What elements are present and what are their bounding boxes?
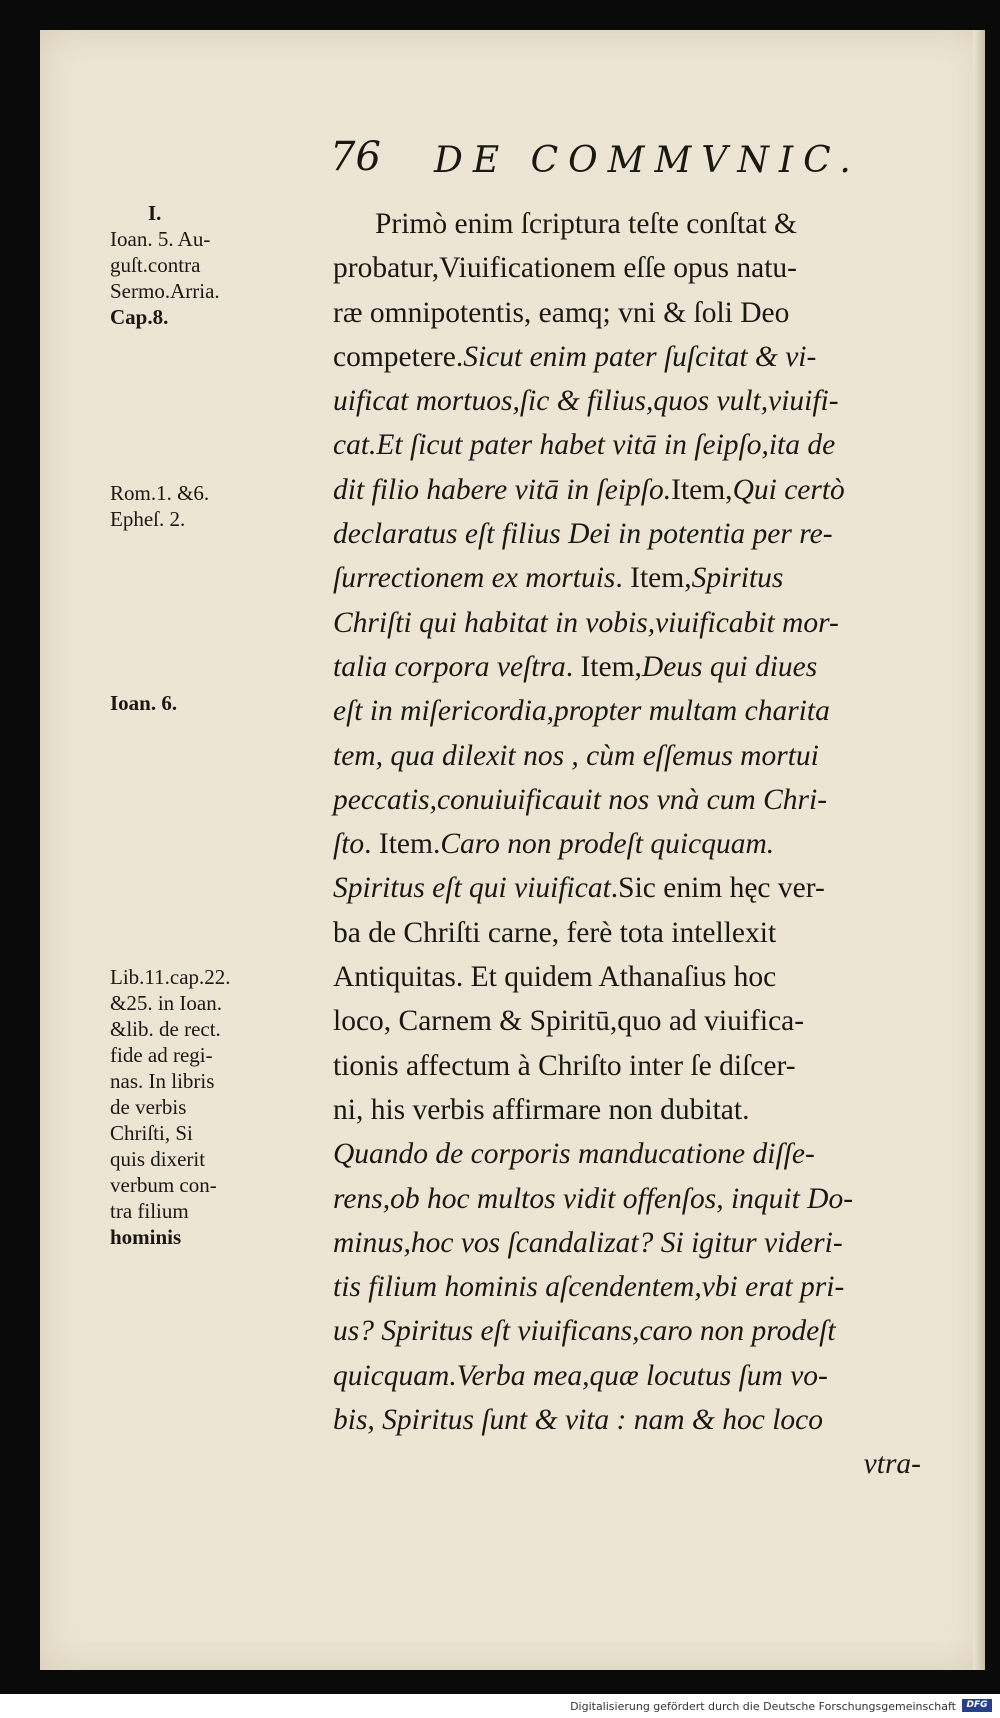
body-text — [333, 202, 993, 1487]
margin-note-line: guſt.contra — [110, 253, 201, 277]
text-line — [333, 1309, 993, 1353]
catchword: vtra- — [863, 1448, 921, 1481]
margin-note-line: &25. in Ioan. — [110, 991, 222, 1015]
text-line — [333, 1354, 993, 1398]
text-line — [333, 202, 993, 246]
text-segment: tionis affectum à Chriſto inter ſe diſcer- — [333, 1049, 796, 1082]
italic-text-segment: Deus qui diues — [641, 650, 818, 683]
text-line — [333, 246, 993, 290]
margin-note-number: I. — [148, 201, 162, 225]
text-line — [333, 1177, 993, 1221]
margin-note-line: quis dixerit — [110, 1147, 206, 1171]
margin-note-line: hominis — [110, 1225, 182, 1249]
italic-text-segment: us? Spiritus eſt viuificans,caro non prodeſt — [333, 1315, 836, 1348]
text-line — [333, 866, 993, 910]
italic-text-segment: Sicut enim pater ſuſcitat & vi- — [463, 340, 817, 373]
text-line — [333, 689, 993, 733]
text-segment: ni, his verbis affirmare non dubitat. — [333, 1093, 750, 1126]
margin-note-1 — [110, 200, 325, 330]
italic-text-segment: ſto — [333, 828, 365, 861]
italic-text-segment: quicquam.Verba mea,quæ locutus ſum vo- — [333, 1359, 828, 1392]
margin-note-3 — [110, 690, 325, 716]
text-line — [333, 1088, 993, 1132]
text-line — [333, 911, 993, 955]
margin-note-4 — [110, 964, 325, 1250]
italic-text-segment: dit filio habere vitā in ſeipſo. — [333, 473, 672, 506]
italic-text-segment: minus,hoc vos ſcandalizat? Si igitur videri- — [333, 1226, 843, 1259]
text-line — [333, 645, 993, 689]
text-segment: .Sic enim hęc ver- — [610, 872, 825, 905]
margin-note-line: Chriſti, Si — [110, 1121, 193, 1145]
text-segment: Antiquitas. Et quidem Athanaſius hoc — [333, 961, 777, 994]
text-segment: . Item. — [364, 828, 441, 861]
margin-note-line: fide ad regi- — [110, 1043, 213, 1067]
text-segment: ba de Chriſti carne, ferè tota intellexit — [333, 916, 777, 949]
margin-note-line: Rom.1. &6. — [110, 481, 210, 505]
text-line — [333, 822, 993, 866]
italic-text-segment: tis filium hominis aſcendentem,vbi erat pri- — [333, 1271, 845, 1304]
text-segment: loco, Carnem & Spiritū,quo ad viuifica- — [333, 1005, 805, 1038]
book-page — [40, 30, 985, 1670]
text-line — [333, 335, 993, 379]
italic-text-segment: talia corpora veſtra — [333, 650, 566, 683]
text-line — [333, 1132, 993, 1176]
margin-note-line: Ioan. 6. — [110, 691, 178, 715]
italic-text-segment: Qui certò — [732, 473, 845, 506]
text-segment: probatur,Viuificationem eſſe opus natu- — [333, 252, 797, 285]
text-line — [333, 1044, 993, 1088]
margin-note-line: Sermo.Arria. — [110, 279, 220, 303]
text-segment: Item, — [671, 473, 733, 506]
text-line — [333, 423, 993, 467]
digitization-footer — [0, 1694, 1000, 1718]
italic-text-segment: rens,ob hoc multos vidit offenſos, inquit Do- — [333, 1182, 854, 1215]
text-line — [333, 1398, 993, 1442]
italic-text-segment: eſt in miſericordia,propter multam charita — [333, 695, 830, 728]
margin-note-line: de verbis — [110, 1095, 187, 1119]
italic-text-segment: Spiritus eſt qui viuificat — [333, 872, 611, 905]
italic-text-segment: Chriſti qui habitat in vobis,viuificabit mor- — [333, 606, 839, 639]
italic-text-segment: cat.Et ſicut pater habet vitā in ſeipſo,ita de — [333, 429, 836, 462]
italic-text-segment: Caro non prodeſt quicquam. — [440, 828, 775, 861]
text-line — [333, 1221, 993, 1265]
page-number: 76 — [330, 134, 381, 180]
text-line — [333, 601, 993, 645]
text-line — [333, 556, 993, 600]
text-segment: Primò enim ſcriptura teſte conſtat & — [375, 208, 797, 240]
italic-text-segment: ſurrectionem ex mortuis — [333, 562, 616, 595]
text-segment: ræ omnipotentis, eamq; vni & ſoli Deo — [333, 296, 790, 329]
dfg-logo: DFG — [962, 1699, 992, 1712]
italic-text-segment: declaratus eſt filius Dei in potentia per re- — [333, 518, 833, 551]
margin-note-line: Lib.11.cap.22. — [110, 965, 231, 989]
italic-text-segment: Quando de corporis manducatione diſſe- — [333, 1138, 815, 1171]
margin-note-line: verbum con- — [110, 1173, 217, 1197]
text-line — [333, 379, 993, 423]
text-line — [333, 734, 993, 778]
margin-note-line: nas. In libris — [110, 1069, 215, 1093]
text-line — [333, 999, 993, 1043]
text-line — [333, 955, 993, 999]
italic-text-segment: peccatis,conuiuificauit nos vnà cum Chri- — [333, 783, 828, 816]
italic-text-segment: bis, Spiritus ſunt & vita : nam & hoc loco — [333, 1404, 824, 1437]
text-line — [333, 291, 993, 335]
margin-note-line: tra filium — [110, 1199, 189, 1223]
margin-note-2 — [110, 480, 325, 532]
margin-note-line: Cap.8. — [110, 305, 169, 329]
text-line — [333, 778, 993, 822]
text-segment: competere. — [333, 340, 464, 373]
text-line — [333, 512, 993, 556]
running-head-title: DE COMMVNIC. — [434, 140, 861, 181]
margin-note-line: Ioan. 5. Au- — [110, 227, 211, 251]
text-line — [333, 1265, 993, 1309]
text-segment: . Item, — [565, 650, 642, 683]
italic-text-segment: tem, qua dilexit nos , cùm eſſemus mortui — [333, 739, 819, 772]
margin-note-line: &lib. de rect. — [110, 1017, 221, 1041]
italic-text-segment: uificat mortuos,ſic & filius,quos vult,viuifi- — [333, 385, 839, 418]
italic-text-segment: Spiritus — [691, 562, 784, 595]
footer-text: Digitalisierung gefördert durch die Deutsche Forschungsgemeinschaft — [570, 1700, 956, 1713]
running-head — [290, 118, 890, 188]
text-line — [333, 468, 993, 512]
text-segment: . Item, — [615, 562, 692, 595]
margin-note-line: Epheſ. 2. — [110, 507, 186, 531]
